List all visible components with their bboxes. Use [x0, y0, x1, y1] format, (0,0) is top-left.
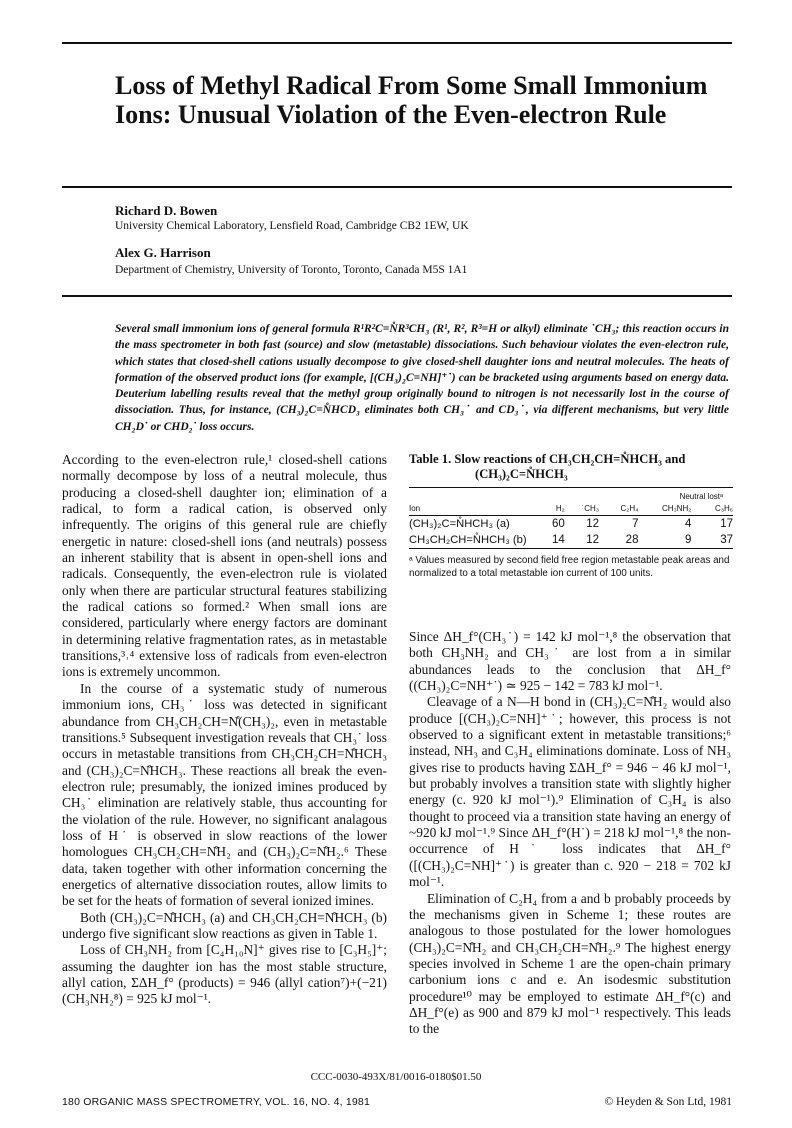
table-cell-ion: (CH₃)₂C=N̊HCH₃ (a) — [409, 518, 510, 530]
column-header: C₃H₆ — [691, 502, 733, 516]
table-caption — [409, 452, 733, 482]
top-rule — [62, 42, 732, 44]
data-table — [409, 487, 733, 549]
table-cell: 14 — [532, 532, 565, 549]
table-caption-label: Table 1. — [409, 452, 452, 466]
body-paragraph: Both (CH₃)₂C=N̊HCH₃ (a) and CH₃CH₂CH=N̊HCH₃ (b) undergo five significant slow reactions as given in Table 1. — [62, 909, 387, 941]
table-cell: 7 — [632, 518, 639, 530]
author-affiliation: Department of Chemistry, University of Toronto, Toronto, Canada M5S 1A1 — [115, 264, 468, 276]
copyright-code: CCC-0030-493X/81/0016-0180$01.50 — [310, 1071, 482, 1083]
abstract: Several small immonium ions of general formula R¹R²C=N̊R³CH₃ (R¹, R², R³=H or alkyl) eliminate ˙CH₃; this reaction occurs in the mass spectrometer in both fast (source) and slow (metastable) dissociations. Such behaviour violates the even-electron rule, which states that closed-shell cations usually decompose to give closed-shell daughter ions and neutral molecules. The heats of formation of the observed product ions (for example, [(CH₃)₂C=NH]⁺˙) can be bracketed using arguments based on energy data. Deuterium labelling results reveal that the methyl group originally bound to nitrogen is not necessarily lost in the course of dissociation. Thus, for instance, (CH₃)₂C=N̊HCD₃ eliminates both CH₃˙ and CD₃˙, via different mechanisms, but very little CH₂D˙ or CHD₂˙ loss occurs. — [115, 323, 729, 433]
table-cell: 12 — [586, 518, 600, 530]
table-1 — [409, 452, 733, 580]
group-header: Neutral lostᵃ — [679, 491, 723, 501]
body-paragraph: In the course of a systematic study of numerous immonium ions, CH₃˙ loss was detected in significant abundance from CH₃CH₂CH=N̊(CH₃)₂, even in metastable transitions.⁵ Subsequent investigation reveals that CH₃˙ loss occurs in metastable transitions from CH₃CH₂CH=N̊HCH₃ and (CH₃)₂C=N̊HCH₃. These reactions all break the even-electron rule; presumably, the ionized imines produced by CH₃˙ elimination are relatively stable, thus accounting for the violation of the rule. However, no significant analagous loss of H˙ is observed in slow reactions of the lower homologues CH₃CH₂CH=N̊H₂ and (CH₃)₂C=N̊H₂.⁶ These data, taken together with other information concerning the energetics of alternative dissociation routes, allow limits to be set for the heats of formation of several ionized imines. — [62, 680, 387, 909]
column-header: CH₃NH₂ — [638, 502, 691, 516]
table-cell: 37 — [691, 532, 733, 549]
column-header: C₂H₄ — [599, 502, 638, 516]
table-row — [409, 516, 733, 533]
left-column — [62, 452, 387, 1008]
column-header: ˙CH₃ — [565, 502, 599, 516]
table-cell: 9 — [638, 532, 691, 549]
author-name: Richard D. Bowen — [115, 203, 218, 218]
body-paragraph: Elimination of C₂H₄ from a and b probably proceeds by the mechanisms given in Scheme 1; these routes are analogous to those postulated for the lower homologues (CH₃)₂C=N̊H₂ and CH₃CH₂CH=N̊H₂.⁹ The highest energy species involved in Scheme 1 are the open-chain primary carbonium ions c and e. An isodesmic substitution procedure¹⁰ may be employed to estimate ΔH_f°(c) and ΔH_f°(e) as 900 and 879 kJ mol⁻¹ respectively. This leads to the — [409, 890, 731, 1037]
table-cell: 28 — [599, 532, 638, 549]
table-row — [409, 532, 733, 549]
footer-copyright: © Heyden & Son Ltd, 1981 — [604, 1096, 732, 1108]
author-affiliation: University Chemical Laboratory, Lensfield Road, Cambridge CB2 1EW, UK — [115, 220, 469, 232]
footer-journal: 180 ORGANIC MASS SPECTROMETRY, VOL. 16, NO. 4, 1981 — [62, 1096, 371, 1108]
authors-rule — [62, 295, 732, 297]
body-paragraph: Cleavage of a N—H bond in (CH₃)₂C=N̊H₂ would also produce [(CH₃)₂C=NH]⁺˙; however, this process is not observed to a significant extent in metastable transitions;⁶ instead, NH₃ and C₃H₄ eliminations dominate. Loss of NH₃ gives rise to products having ΣΔH_f° = 946 − 46 kJ mol⁻¹, but probably involves a transition state with slightly higher energy (c. 920 kJ mol⁻¹).⁹ Elimination of C₃H₄ is also thought to proceed via a transition state having an energy of ~920 kJ mol⁻¹.⁹ Since ΔH_f°(H˙) = 218 kJ mol⁻¹,⁸ the non-occurrence of H˙ loss indicates that ΔH_f°([(CH₃)₂C=NH]⁺˙) is greater than c. 920 − 218 = 702 kJ mol⁻¹. — [409, 694, 731, 890]
body-paragraph: According to the even-electron rule,¹ closed-shell cations normally decompose by loss of a neutral molecule, thus producing a closed-shell daughter ion; elimination of a radical, to form a radical cation, is observed only infrequently. The origins of this general rule are chiefly energetic in nature: closed-shell ions (and neutrals) possess an inherent stability that is absent in open-shell ions and radicals. Consequently, the even-electron rule is violated only when there are particular structural features stabilizing the radical cations so formed.² When small ions are considered, particularly where energy factors are dominant in determining relative fragmentation rates, as in metastable transitions,³˒⁴ extensive loss of radicals from even-electron ions is extremely uncommon. — [62, 452, 387, 680]
page-footer — [62, 1096, 732, 1112]
article-title: Loss of Methyl Radical From Some Small Immonium Ions: Unusual Violation of the Even-electron Rule — [115, 71, 708, 129]
column-header: Ion — [409, 502, 532, 516]
right-column — [409, 629, 731, 1038]
table-cell: 17 — [720, 518, 733, 530]
column-header: H₂ — [532, 502, 565, 516]
author-name: Alex G. Harrison — [115, 245, 211, 260]
table-cell: 4 — [685, 518, 692, 530]
table-cell: 12 — [565, 532, 599, 549]
title-rule — [62, 186, 732, 188]
table-footnote: ᵃ Values measured by second field free region metastable peak areas and normalized to a total metastable ion current of 100 units. — [409, 555, 730, 579]
table-cell-ion: CH₃CH₂CH=N̊HCH₃ (b) — [409, 532, 532, 549]
table-cell: 60 — [551, 518, 565, 530]
table-caption-text: Slow reactions of CH₃CH₂CH=N̊HCH₃ and (CH₃)₂C=N̊HCH₃ — [454, 452, 686, 481]
body-paragraph: Loss of CH₃NH₂ from [C₄H₁₀N]⁺ gives rise to [C₃H₅]⁺; assuming the daughter ion has the most stable structure, allyl cation, ΣΔH_f° (products) = 946 (allyl cation⁷)+(−21) (CH₃NH₂⁸) = 925 kJ mol⁻¹. — [62, 942, 387, 1007]
body-paragraph: Since ΔH_f°(CH₃˙) = 142 kJ mol⁻¹,⁸ the observation that both CH₃NH₂ and CH₃˙ are lost from a in similar abundances leads to the conclusion that ΔH_f°((CH₃)₂C=NH⁺˙) ≃ 925 − 142 = 783 kJ mol⁻¹. — [409, 629, 731, 694]
